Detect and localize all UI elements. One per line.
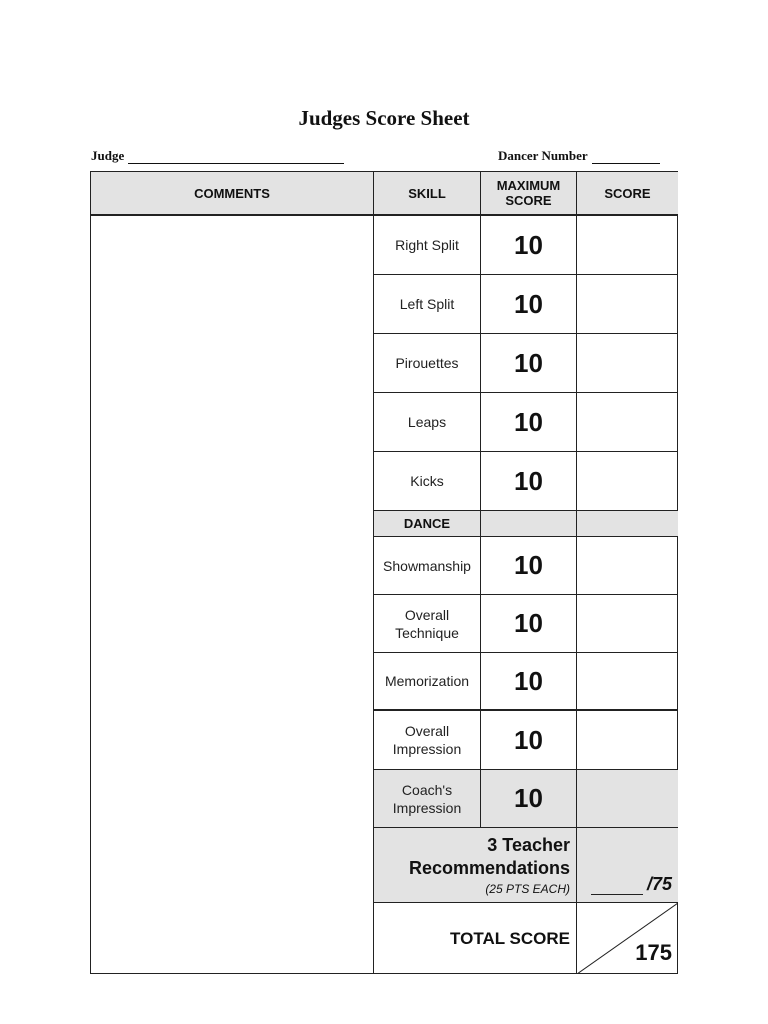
total-score-label: TOTAL SCORE xyxy=(374,903,577,974)
score-table xyxy=(90,171,678,974)
recommendations-line2: Recommendations xyxy=(408,858,570,878)
score-input[interactable] xyxy=(577,770,678,828)
dancer-number-field xyxy=(498,148,660,164)
dance-section-filler xyxy=(577,511,678,537)
recommendations-out-of: /75 xyxy=(646,874,672,894)
max-score-value: 10 xyxy=(481,653,577,711)
recommendations-label xyxy=(374,828,577,903)
max-score-header-line2: SCORE xyxy=(505,193,552,208)
recommendations-line1: 3 Teacher xyxy=(487,835,570,855)
max-score-value: 10 xyxy=(481,275,577,334)
skill-label: Coach's Impression xyxy=(374,770,481,828)
score-input[interactable] xyxy=(577,216,678,275)
skill-header: SKILL xyxy=(374,172,481,216)
max-score-value: 10 xyxy=(481,537,577,595)
skill-label: Overall Technique xyxy=(374,595,481,653)
score-input[interactable] xyxy=(577,334,678,393)
skill-label: Overall Impression xyxy=(374,711,481,770)
judge-field xyxy=(91,148,344,164)
judge-name-input[interactable] xyxy=(128,149,344,164)
max-score-value: 10 xyxy=(481,595,577,653)
score-input[interactable] xyxy=(577,452,678,511)
score-input[interactable] xyxy=(577,275,678,334)
comments-area[interactable] xyxy=(91,216,374,974)
score-input[interactable] xyxy=(577,393,678,452)
score-header: SCORE xyxy=(577,172,678,216)
max-score-header xyxy=(481,172,577,216)
max-score-value: 10 xyxy=(481,711,577,770)
judge-label: Judge xyxy=(91,148,125,163)
recommendations-score-input[interactable] xyxy=(591,878,643,895)
skill-label: Showmanship xyxy=(374,537,481,595)
dance-section-filler xyxy=(481,511,577,537)
skill-label: Right Split xyxy=(374,216,481,275)
max-score-value: 10 xyxy=(481,216,577,275)
score-input[interactable] xyxy=(577,537,678,595)
total-score-box[interactable] xyxy=(577,903,678,974)
skill-label: Kicks xyxy=(374,452,481,511)
skill-label: Left Split xyxy=(374,275,481,334)
score-input[interactable] xyxy=(577,595,678,653)
skill-label: Leaps xyxy=(374,393,481,452)
max-score-header-line1: MAXIMUM xyxy=(496,178,561,193)
score-input[interactable] xyxy=(577,711,678,770)
max-score-value: 10 xyxy=(481,770,577,828)
dancer-number-label: Dancer Number xyxy=(498,148,588,163)
recommendations-score xyxy=(577,828,678,903)
page-title: Judges Score Sheet xyxy=(298,106,470,130)
dancer-number-input[interactable] xyxy=(592,149,660,164)
max-score-value: 10 xyxy=(481,452,577,511)
skill-label: Pirouettes xyxy=(374,334,481,393)
max-score-value: 10 xyxy=(481,334,577,393)
score-input[interactable] xyxy=(577,653,678,711)
dance-section-label: DANCE xyxy=(374,511,481,537)
total-score-value: 175 xyxy=(635,940,672,965)
skill-label: Memorization xyxy=(374,653,481,711)
comments-header: COMMENTS xyxy=(91,172,374,216)
recommendations-note: (25 PTS EACH) xyxy=(485,882,570,896)
max-score-value: 10 xyxy=(481,393,577,452)
